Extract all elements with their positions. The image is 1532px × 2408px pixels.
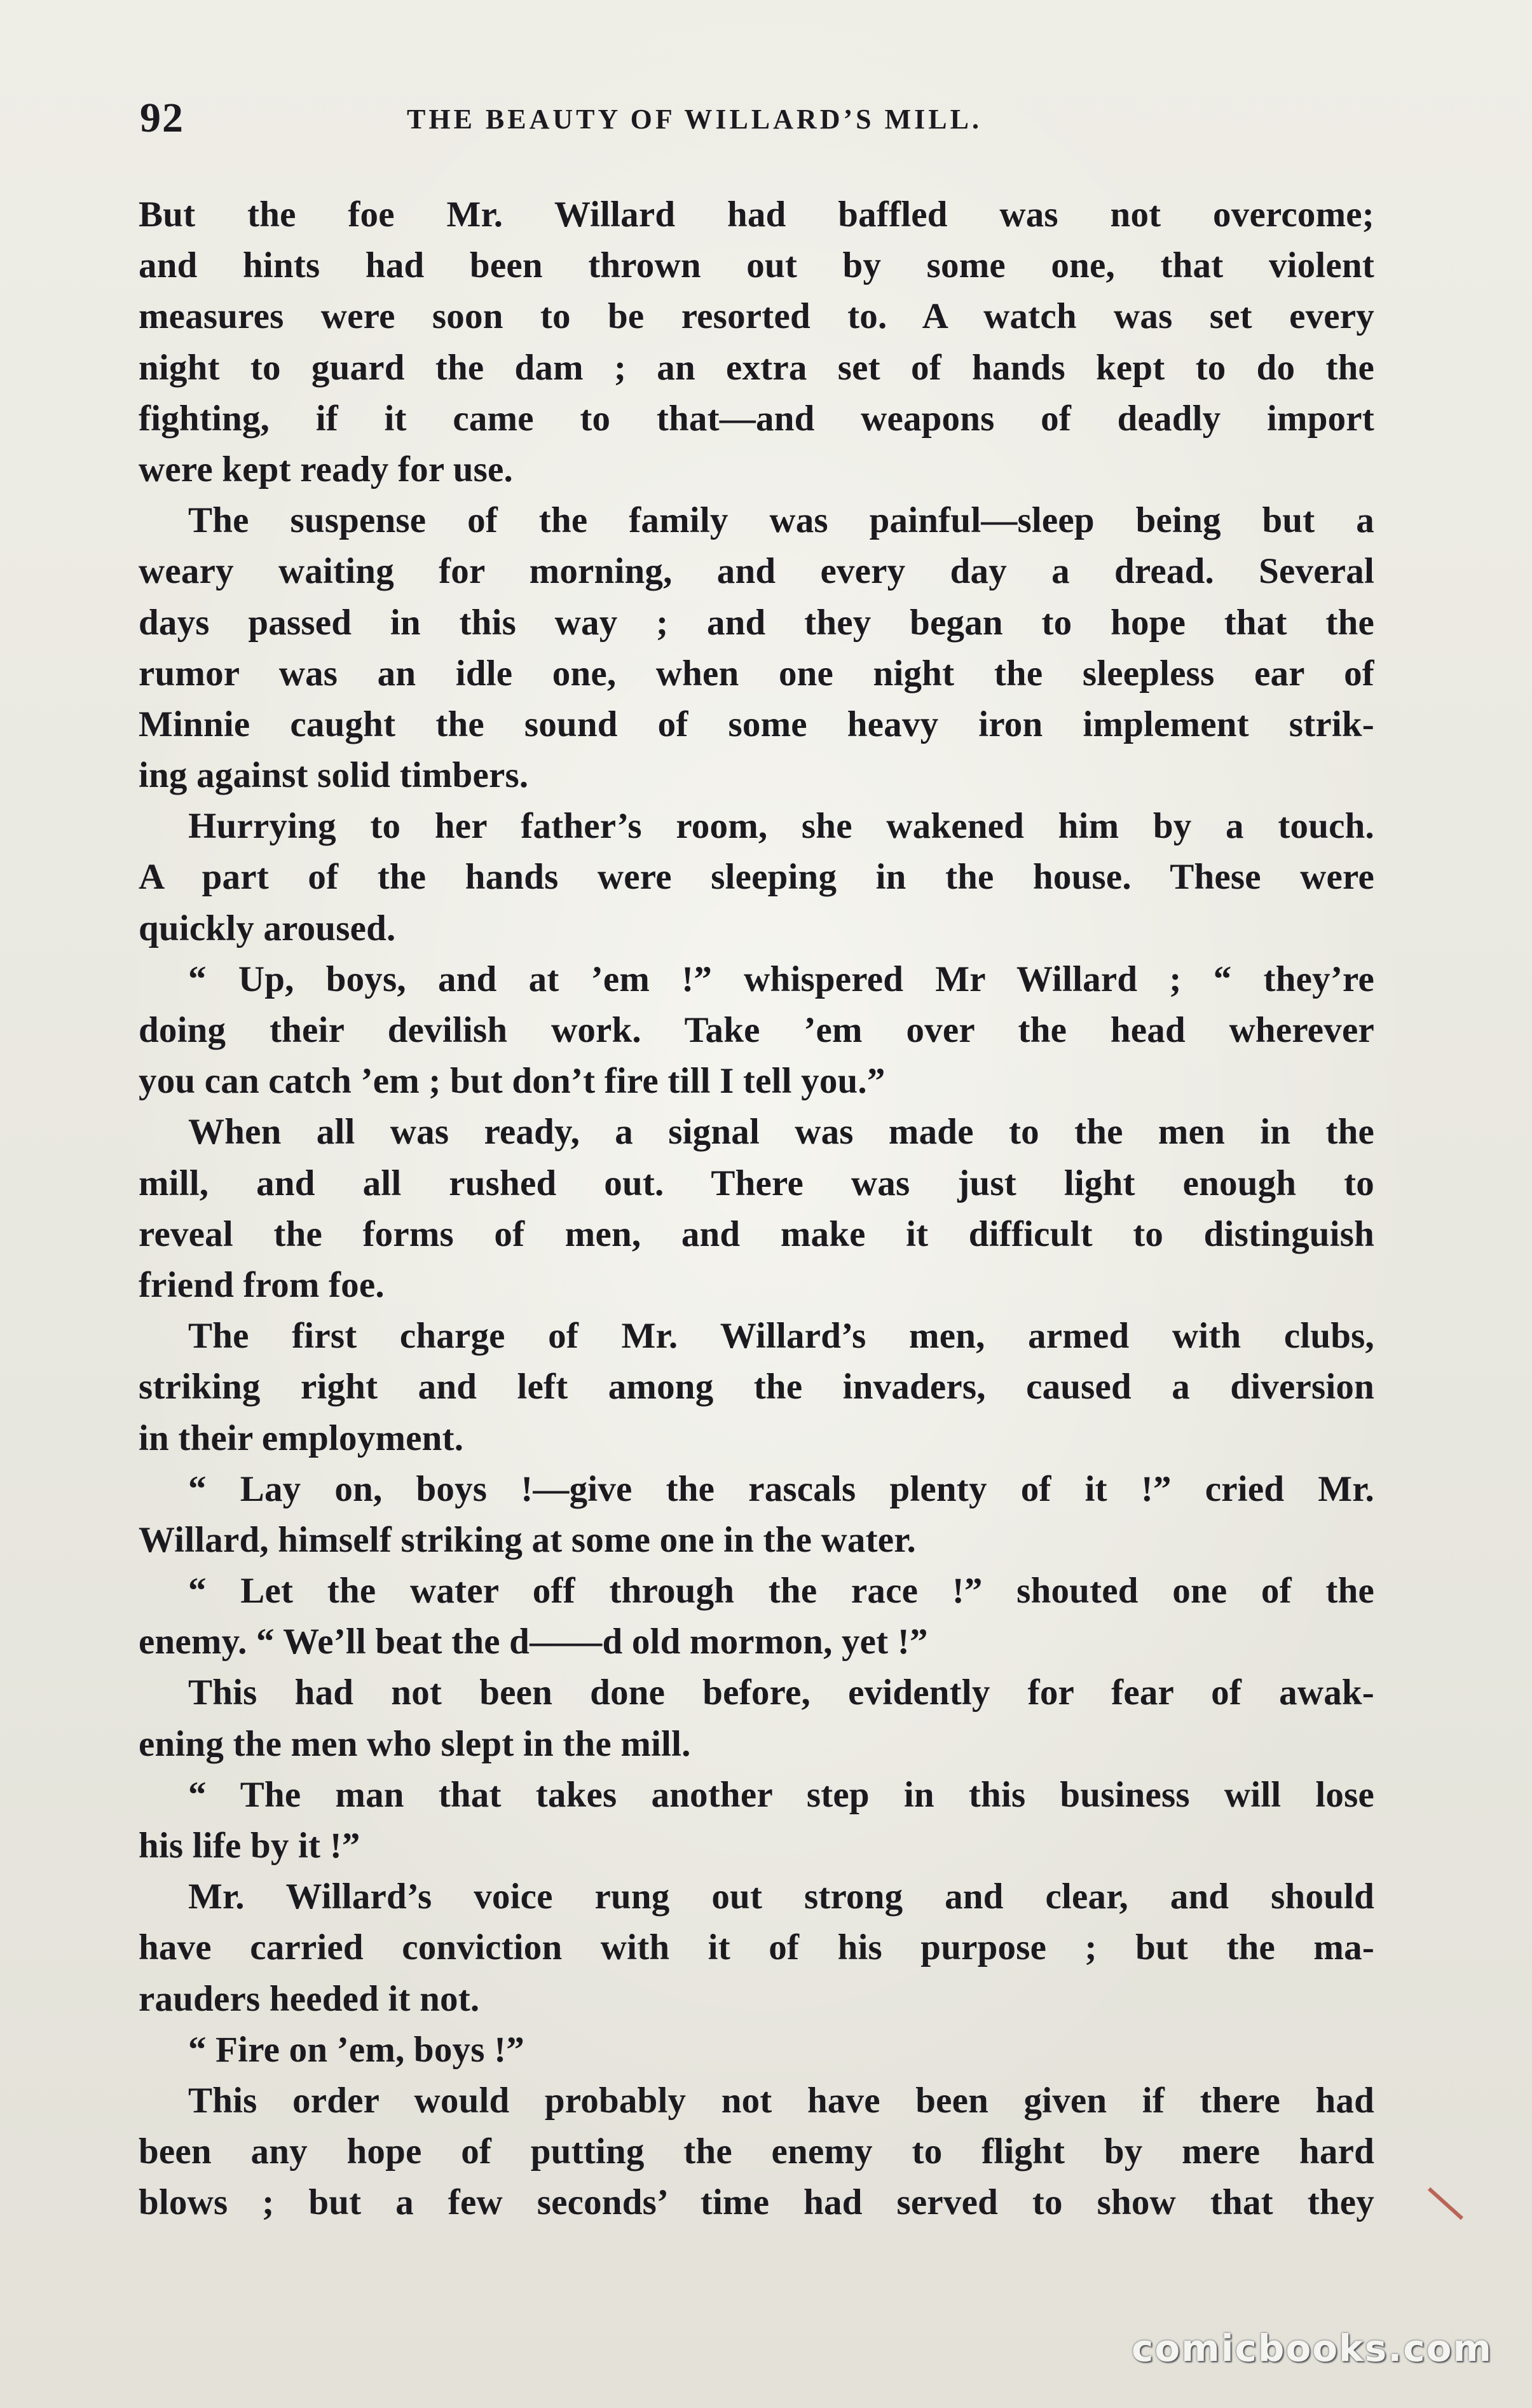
text-line: This order would probably not have been given if there had: [188, 2080, 1374, 2121]
text-line: This had not been done before, evidently for fear of awak-: [188, 1673, 1374, 1713]
text-line: mill, and all rushed out. There was just light enough to: [139, 1163, 1374, 1203]
text-line: blows ; but a few seconds’ time had served to show that they: [139, 2182, 1374, 2223]
text-line: rumor was an idle one, when one night the sleepless ear of: [139, 653, 1374, 694]
text-line: have carried conviction with it of his purpose ; but the ma-: [139, 1927, 1374, 1968]
text-line: night to guard the dam ; an extra set of hands kept to do the: [139, 347, 1374, 388]
text-line: But the foe Mr. Willard had baffled was not overcome;: [139, 195, 1374, 235]
text-line: been any hope of putting the enemy to flight by mere hard: [139, 2131, 1374, 2172]
text-line: in their employment.: [139, 1418, 464, 1458]
text-line: “ Fire on ’em, boys !”: [188, 2029, 524, 2070]
text-line: Minnie caught the sound of some heavy iron implement strik-: [139, 704, 1374, 744]
text-line: “ Up, boys, and at ’em !” whispered Mr Willard ; “ they’re: [188, 959, 1374, 999]
text-line: measures were soon to be resorted to. A watch was set every: [139, 296, 1374, 337]
page-number: 92: [140, 95, 184, 141]
text-line: were kept ready for use.: [139, 449, 513, 489]
text-line: The suspense of the family was painful—sleep being but a: [188, 500, 1374, 541]
text-line: striking right and left among the invaders, caused a diversion: [139, 1367, 1374, 1407]
text-line: you can catch ’em ; but don’t fire till I tell you.”: [139, 1061, 886, 1102]
text-line: friend from foe.: [139, 1264, 385, 1305]
text-line: “ Lay on, boys !—give the rascals plenty of it !” cried Mr.: [188, 1468, 1374, 1509]
text-line: A part of the hands were sleeping in the house. These were: [139, 857, 1374, 898]
text-line: “ The man that takes another step in this business will lose: [188, 1774, 1374, 1815]
text-line: “ Let the water off through the race !” shouted one of the: [188, 1571, 1374, 1611]
text-line: Willard, himself striking at some one in the water.: [139, 1519, 917, 1560]
text-line: The first charge of Mr. Willard’s men, armed with clubs,: [188, 1316, 1374, 1357]
text-line: weary waiting for morning, and every day a dread. Several: [139, 551, 1374, 592]
body-text: [139, 189, 1374, 2229]
text-line: ing against solid timbers.: [139, 755, 529, 796]
text-line: quickly aroused.: [139, 908, 396, 948]
text-line: and hints had been thrown out by some one, that violent: [139, 245, 1374, 286]
text-line: Hurrying to her father’s room, she wakened him by a touch.: [188, 806, 1374, 847]
text-line: fighting, if it came to that—and weapons of deadly import: [139, 398, 1374, 439]
text-line: When all was ready, a signal was made to the men in the: [188, 1112, 1374, 1153]
text-line: reveal the forms of men, and make it difficult to distinguish: [139, 1214, 1374, 1254]
watermark: comicbooks.com: [1132, 2327, 1493, 2370]
running-head: [140, 94, 1373, 158]
running-title: THE BEAUTY OF WILLARD’S MILL.: [407, 104, 982, 135]
text-line: Mr. Willard’s voice rung out strong and clear, and should: [188, 1877, 1374, 1917]
text-line: days passed in this way ; and they began to hope that the: [139, 602, 1374, 643]
ink-mark: [1428, 2187, 1463, 2220]
text-line: enemy. “ We’ll beat the d——d old mormon, yet !”: [139, 1622, 928, 1662]
text-line: rauders heeded it not.: [139, 1978, 480, 2019]
text-line: his life by it !”: [139, 1826, 360, 1866]
text-line: ening the men who slept in the mill.: [139, 1723, 691, 1764]
text-line: doing their devilish work. Take ’em over the head wherever: [139, 1010, 1374, 1050]
